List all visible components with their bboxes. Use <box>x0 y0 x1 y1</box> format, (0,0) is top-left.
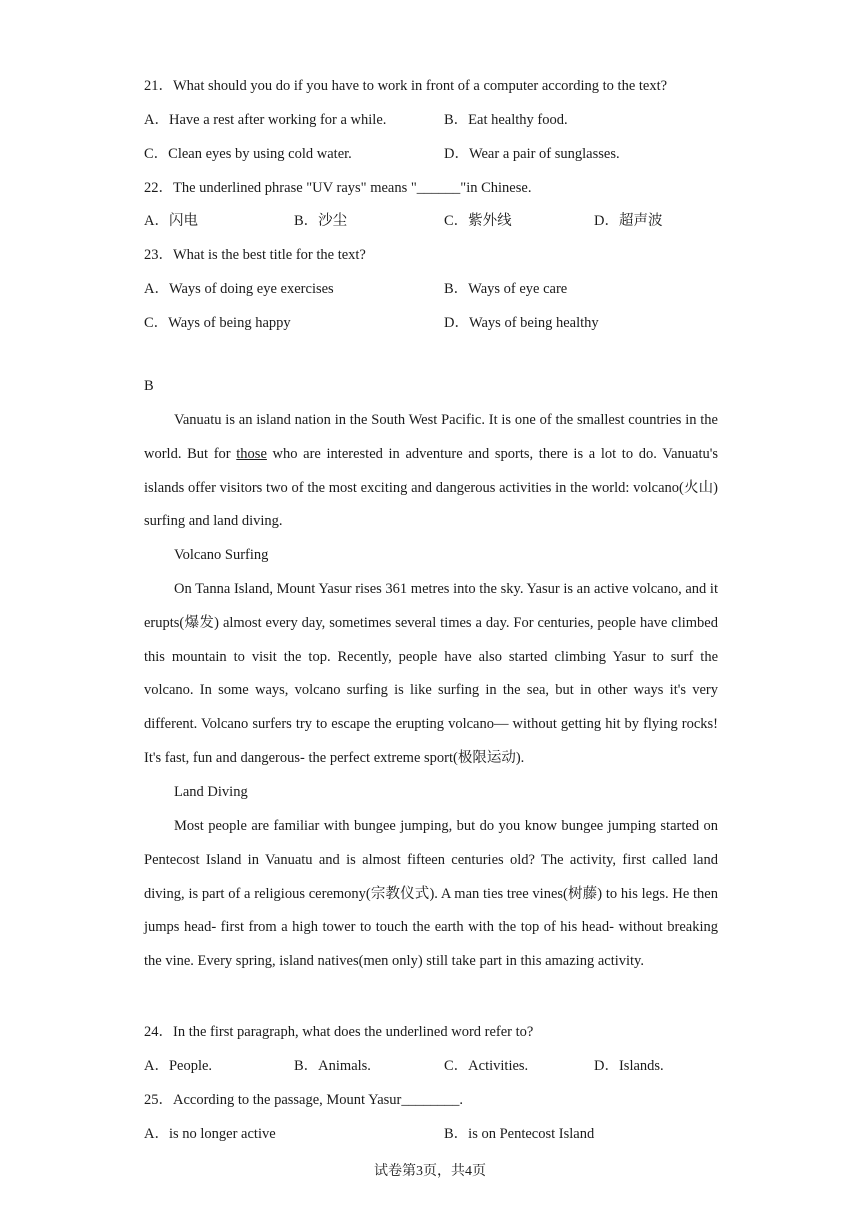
heading-land-diving: Land Diving <box>174 784 248 800</box>
question-22-option-b: B．沙尘 <box>294 213 348 229</box>
question-23-option-d: D．Ways of being healthy <box>444 315 599 331</box>
question-24-option-b: B．Animals. <box>294 1058 371 1074</box>
paragraph-land-diving: Most people are familiar with bungee jumping, but do you know bungee jumping started on Pentecost Island in Vanuatu and is almost fifteen centuries old? The activity, first called land diving, is part of a religious ceremony(宗教仪式). A man ties tree vines(树藤) to his legs. He then jumps head- first from a high tower to touch the earth with the top of his head- without breaking the vine. Every spring, island natives(men only) still take part in this amazing activity. <box>144 818 718 970</box>
intro-text-after: who are interested in adventure and sports, there is a lot to do. Vanuatu's islands offer visitors two of the most exciting and dangerous activities in the world: volcano(火山) surfing and land diving. <box>144 445 719 530</box>
underlined-word-those: those <box>236 445 267 462</box>
question-25-option-b: B．is on Pentecost Island <box>444 1126 595 1142</box>
question-23-option-c: C．Ways of being happy <box>144 315 291 331</box>
page-footer: 试卷第3页，共4页 <box>374 1164 486 1179</box>
question-21-stem: 21．What should you do if you have to work in front of a computer according to the text? <box>144 78 668 94</box>
question-21-option-c: C．Clean eyes by using cold water. <box>144 146 352 162</box>
question-21-option-a: A．Have a rest after working for a while. <box>144 112 387 128</box>
question-25-option-a: A．is no longer active <box>144 1126 276 1142</box>
intro-text-before: Vanuatu is an island nation in the South West Pacific. It is one of the smallest countries in the world. But for <box>144 412 718 462</box>
heading-volcano-surfing: Volcano Surfing <box>174 547 269 563</box>
question-22-option-d: D．超声波 <box>594 213 663 229</box>
question-24-option-a: A．People. <box>144 1058 213 1074</box>
question-22-stem: 22．The underlined phrase "UV rays" means "______"in Chinese. <box>144 180 532 196</box>
question-23-option-a: A．Ways of doing eye exercises <box>144 281 334 297</box>
question-23-option-b: B．Ways of eye care <box>444 281 568 297</box>
question-24-option-d: D．Islands. <box>594 1058 664 1074</box>
question-22-option-c: C．紫外线 <box>444 213 512 229</box>
paragraph-volcano-surfing: On Tanna Island, Mount Yasur rises 361 metres into the sky. Yasur is an active volcano, and it erupts(爆发) almost every day, sometimes several times a day. For centuries, people have climbed this mountain to visit the top. Recently, people have also started climbing Yasur to surf the volcano. In some ways, volcano surfing is like surfing in the sea, but in other ways it's very different. Volcano surfers try to escape the erupting volcano— without getting hit by flying rocks! It's fast, fun and dangerous- the perfect extreme sport(极限运动). <box>144 581 718 766</box>
passage-b-label: B <box>144 378 154 394</box>
question-24-option-c: C．Activities. <box>444 1058 529 1074</box>
question-22-option-a: A．闪电 <box>144 213 198 229</box>
question-24-stem: 24．In the first paragraph, what does the underlined word refer to? <box>144 1024 534 1040</box>
question-25-stem: 25．According to the passage, Mount Yasur________. <box>144 1092 463 1108</box>
question-23-stem: 23．What is the best title for the text? <box>144 247 366 263</box>
question-21-option-d: D．Wear a pair of sunglasses. <box>444 146 620 162</box>
question-21-option-b: B．Eat healthy food. <box>444 112 568 128</box>
passage-b-intro <box>144 404 718 539</box>
